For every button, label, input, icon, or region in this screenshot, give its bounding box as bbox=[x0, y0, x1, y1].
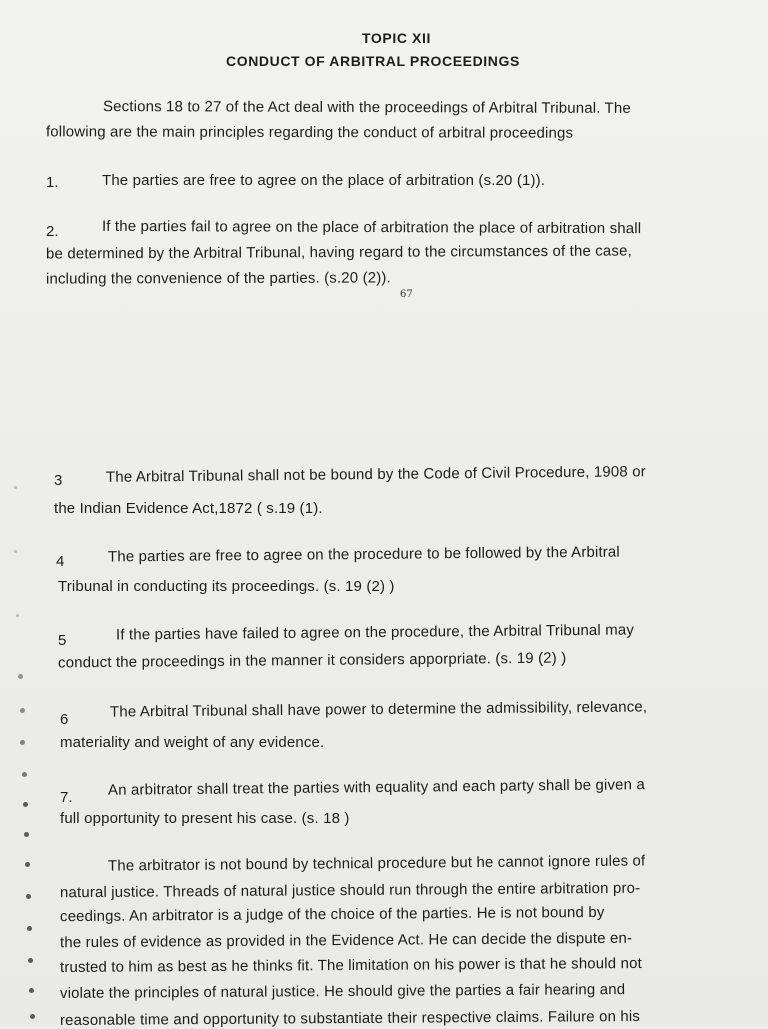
principle-line: The Arbitral Tribunal shall have power to determine the admissibility, relevance, bbox=[109, 698, 648, 721]
closing-paragraph-line: violate the principles of natural justice. He should give the parties a fair hearing and bbox=[59, 981, 626, 1002]
document-title: CONDUCT OF ARBITRAL PROCEEDINGS bbox=[226, 53, 520, 69]
topic-heading: TOPIC XII bbox=[362, 30, 431, 46]
principle-line: including the convenience of the parties. (s.20 (2)). bbox=[45, 269, 391, 288]
closing-paragraph-line: the rules of evidence as provided in the Evidence Act. He can decide the dispute en- bbox=[59, 929, 633, 952]
binding-hole bbox=[22, 772, 27, 777]
principle-number: 3 bbox=[54, 472, 63, 489]
principle-number: 1. bbox=[46, 174, 59, 191]
principle-line: be determined by the Arbitral Tribunal, having regard to the circumstances of the case, bbox=[45, 242, 632, 263]
binding-hole bbox=[29, 988, 34, 993]
binding-hole bbox=[27, 926, 32, 931]
binding-hole bbox=[28, 958, 33, 963]
binding-hole bbox=[25, 862, 30, 867]
binding-hole bbox=[20, 708, 25, 713]
closing-paragraph-line: reasonable time and opportunity to substantiate their respective claims. Failure on his bbox=[59, 1007, 641, 1029]
principle-line: materiality and weight of any evidence. bbox=[60, 734, 325, 751]
scan-mark bbox=[14, 486, 17, 489]
principle-line: If the parties have failed to agree on the procedure, the Arbitral Tribunal may bbox=[115, 621, 635, 644]
principle-number: 5 bbox=[58, 632, 67, 649]
closing-paragraph-line: The arbitrator is not bound by technical procedure but he cannot ignore rules of bbox=[107, 852, 646, 875]
closing-paragraph-line: trusted to him as best as he thinks fit. The limitation on his power is that he should not bbox=[59, 954, 642, 977]
binding-hole bbox=[24, 832, 29, 837]
principle-number: 2. bbox=[46, 223, 59, 240]
principle-line: full opportunity to present his case. (s. 18 ) bbox=[60, 810, 350, 827]
scan-mark bbox=[14, 550, 17, 553]
intro-line: Sections 18 to 27 of the Act deal with the proceedings of Arbitral Tribunal. The bbox=[102, 98, 631, 117]
principle-number: 6 bbox=[60, 711, 69, 728]
binding-hole bbox=[23, 802, 28, 807]
principle-line: If the parties fail to agree on the place of arbitration the place of arbitration shall bbox=[101, 217, 642, 238]
binding-hole bbox=[18, 674, 23, 679]
principle-line: The parties are free to agree on the procedure to be followed by the Arbitral bbox=[107, 543, 620, 566]
principle-line: The Arbitral Tribunal shall not be bound by the Code of Civil Procedure, 1908 or bbox=[105, 463, 646, 486]
closing-paragraph-line: ceedings. An arbitrator is a judge of the choice of the parties. He is not bound by bbox=[59, 903, 605, 926]
principle-line: An arbitrator shall treat the parties with equality and each party shall be given a bbox=[107, 776, 645, 799]
closing-paragraph-line: natural justice. Threads of natural justice should run through the entire arbitration pro- bbox=[59, 879, 641, 902]
principle-line: the Indian Evidence Act,1872 ( s.19 (1). bbox=[54, 500, 323, 517]
intro-line: following are the main principles regarding the conduct of arbitral proceedings bbox=[45, 123, 574, 142]
principle-line: Tribunal in conducting its proceedings. (s. 19 (2) ) bbox=[58, 578, 395, 595]
principle-line: The parties are free to agree on the place of arbitration (s.20 (1)). bbox=[102, 172, 546, 189]
binding-hole bbox=[30, 1014, 35, 1019]
binding-hole bbox=[26, 894, 31, 899]
principle-number: 4 bbox=[56, 553, 65, 570]
scan-mark bbox=[16, 614, 19, 617]
principle-number: 7. bbox=[60, 789, 73, 806]
principle-line: conduct the proceedings in the manner it considers apporpriate. (s. 19 (2) ) bbox=[57, 649, 567, 672]
page-number: 67 bbox=[400, 289, 413, 300]
binding-hole bbox=[20, 740, 25, 745]
